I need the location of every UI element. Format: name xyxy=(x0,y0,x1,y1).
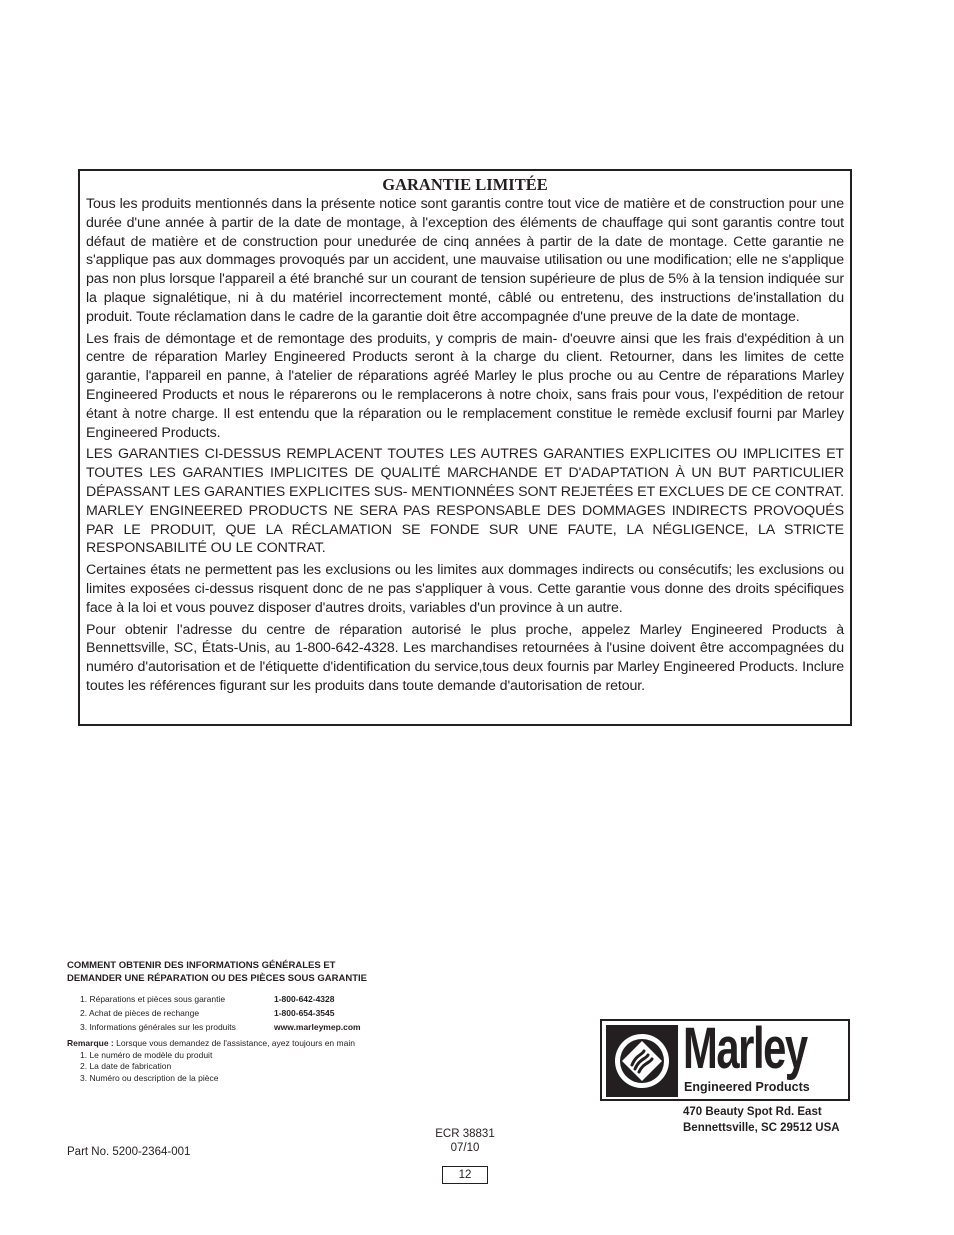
logo-subtitle: Engineered Products xyxy=(684,1080,810,1094)
info-heading-line: DEMANDER UNE RÉPARATION OU DES PIÈCES SOUS GARANTIE xyxy=(67,973,367,984)
marley-logo xyxy=(600,1016,850,1101)
info-heading xyxy=(67,959,367,985)
info-item xyxy=(80,1020,361,1034)
ecr-date: 07/10 xyxy=(450,1142,480,1154)
info-item-phone: 1-800-642-4328 xyxy=(274,994,335,1004)
logo-name: Marley xyxy=(683,1016,807,1081)
remark-text: Lorsque vous demandez de l'assistance, ayez toujours en main xyxy=(113,1038,355,1048)
remark-item: 1. Le numéro de modèle du produit xyxy=(80,1049,213,1060)
info-list xyxy=(80,992,361,1034)
remark-item: 3. Numéro ou description de la pièce xyxy=(80,1072,219,1083)
marley-emblem-icon xyxy=(606,1025,678,1097)
remark-label: Remarque : xyxy=(67,1038,114,1048)
info-item-label: 1. Réparations et pièces sous garantie xyxy=(80,994,226,1004)
warranty-paragraph: Tous les produits mentionnés dans la présente notice sont garantis contre tout vice de matière et de construction pour une durée d'une année à partir de la date de montage, à l'exception des éléments de chauffage qui sont garantis contre tout défaut de matière et de construction pour unedurée de cinq années à partir de la date de montage. Cette garantie ne s'applique pas aux dommages provoqués par un accident, une mauvaise utilisation ou une modification; elle ne s'applique pas non plus lorsque l'appareil a été branché sur un courant de tension supérieure de plus de 5% à la tension indiquée sur la plaque signalétique, ni à du matériel incorrectement monté, câblé ou entretenu, des instructions de'installation du produit. Toute réclamation dans le cadre de la garantie doit être accompagnée d'une preuve de la date de montage. xyxy=(86,196,844,325)
remark-items xyxy=(80,1050,355,1085)
remark-item: 2. La date de fabrication xyxy=(80,1061,172,1071)
warranty-paragraph: LES GARANTIES CI-DESSUS REMPLACENT TOUTES LES AUTRES GARANTIES EXPLICITES OU IMPLICITES ET TOUTES LES GARANTIES IMPLICITES DE QUALITÉ MARCHANDE ET D'ADAPTATION À UN BUT PARTICULIER DÉPASSANT LES GARANTIES EXPLICITES SUS- MENTIONNÉES SONT REJETÉES ET EXCLUES DE CE CONTRAT. MARLEY ENGINEERED PRODUCTS NE SERA PAS RESPONSABLE DES DOMMAGES INDIRECTS PROVOQUÉS PAR LE PRODUIT, QUE LA RÉCLAMATION SE FONDE SUR UNE FAUTE, LA NÉGLIGENCE, LA STRICTE RESPONSABILITÉ OU LE CONTRAT. xyxy=(86,446,844,557)
warranty-body xyxy=(86,195,844,699)
info-item-label: 2. Achat de pièces de rechange xyxy=(80,1008,200,1018)
warranty-box xyxy=(78,169,852,726)
remark xyxy=(67,1038,355,1084)
info-heading-line: COMMENT OBTENIR DES INFORMATIONS GÉNÉRALES ET xyxy=(67,960,336,971)
warranty-paragraph: Pour obtenir l'adresse du centre de réparation autorisé le plus proche, appelez Marley Engineered Products à Bennettsville, SC, États-Unis, au 1-800-642-4328. Les marchandises retournées à l'usine doivent être accompagnées du numéro d'autorisation et de l'étiquette d'identification du service,tous deux fournis par Marley Engineered Products. Inclure toutes les références figurant sur les produits dans toute demande d'autorisation de retour. xyxy=(86,621,844,694)
ecr-number xyxy=(420,1127,510,1155)
info-item-website: www.marleymep.com xyxy=(274,1022,361,1032)
info-item-phone: 1-800-654-3545 xyxy=(274,1008,335,1018)
warranty-title: GARANTIE LIMITÉE xyxy=(382,175,548,194)
info-item xyxy=(80,992,361,1006)
remark-intro xyxy=(67,1038,355,1050)
warranty-paragraph: Certaines états ne permettent pas les exclusions ou les limites aux dommages indirects ou consécutifs; les exclusions ou limites exposées ci-dessus risquent donc de ne pas s'appliquer à vous. Cette garantie vous donne des droits spécifiques face à la loi et vous pouvez disposer d'autres droits, variables d'un province à un autre. xyxy=(86,562,844,616)
ecr-code: ECR 38831 xyxy=(435,1128,495,1140)
part-number: Part No. 5200-2364-001 xyxy=(67,1146,191,1158)
address xyxy=(683,1104,840,1136)
address-line: Bennettsville, SC 29512 USA xyxy=(683,1122,840,1134)
warranty-paragraph: Les frais de démontage et de remontage des produits, y compris de main- d'oeuvre ainsi que les frais d'expédition à un centre de réparation Marley Engineered Products seront à la charge du client. Retourner, dans les limites de cette garantie, l'appareil en panne, à l'atelier de réparations agréé Marley le plus proche ou au Centre de réparations Marley Engineered Products et nous le réparerons ou le remplacerons à notre choix, sans frais pour vous, l'expédition de retour étant à notre charge. Il est entendu que la réparation ou le remplacement constitue le remède exclusif fourni par Marley Engineered Products. xyxy=(86,330,844,441)
info-item-label: 3. Informations générales sur les produits xyxy=(80,1022,236,1032)
address-line: 470 Beauty Spot Rd. East xyxy=(683,1106,822,1118)
page-number: 12 xyxy=(442,1166,488,1184)
info-item xyxy=(80,1006,361,1020)
